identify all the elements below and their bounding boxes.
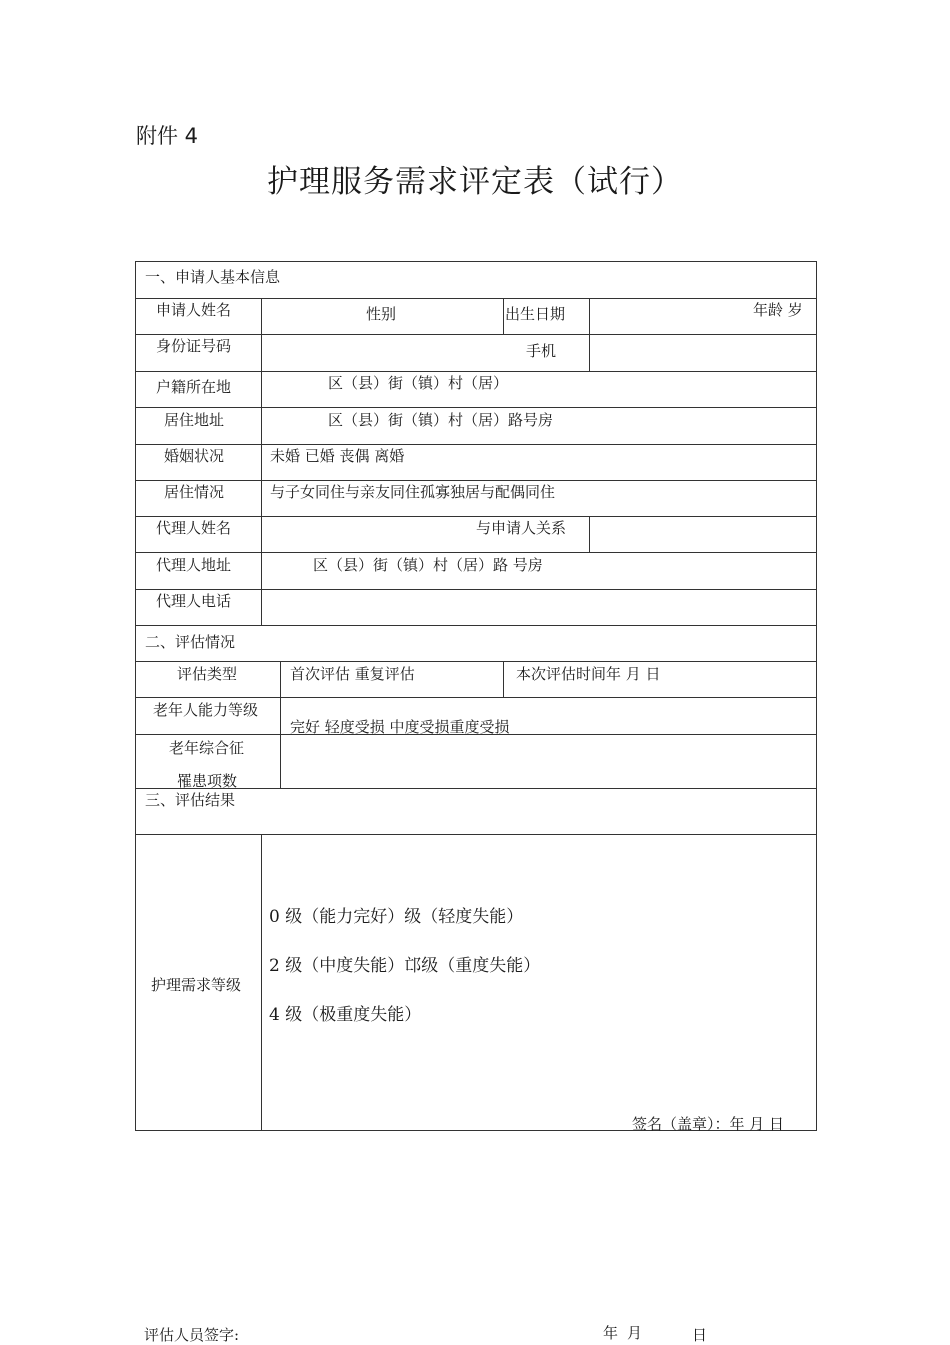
agent-address-label: 代理人地址 [156,556,232,574]
row-divider [136,697,816,698]
assessment-form-table [135,261,817,1131]
footer-day: 日 [692,1326,708,1344]
row-divider [136,298,816,299]
assessment-time-label: 本次评估时间年 月 日 [516,665,661,683]
footer-month: 月 [627,1324,643,1342]
residence-label: 居住地址 [164,411,225,429]
care-level-line-2: 2 级（中度失能）邙级（重度失能） [269,956,541,976]
ability-level-label: 老年人能力等级 [153,701,259,719]
page-title: 护理服务需求评定表（试行） [267,164,683,200]
row-divider [136,552,816,553]
section-1-title: 一、申请人基本信息 [145,268,281,286]
agent-name-label: 代理人姓名 [156,519,232,537]
column-divider [503,661,504,697]
living-situation-options: 与子女同住与亲友同住孤寡独居与配偶同住 [270,483,556,501]
household-value: 区（县）街（镇）村（居） [328,374,509,392]
household-label: 户籍所在地 [156,378,232,396]
name-label: 申请人姓名 [156,301,232,319]
column-divider [589,516,590,552]
attachment-label: 附件 4 [136,124,199,148]
row-divider [136,834,816,835]
section-2-title: 二、评估情况 [145,633,236,651]
column-divider [261,834,262,1131]
relation-label: 与申请人关系 [476,519,567,537]
assessor-signature-label: 评估人员签字: [144,1326,240,1344]
assessment-type-label: 评估类型 [177,665,238,683]
syndrome-label-line2: 罹患项数 [177,772,238,790]
row-divider [136,444,816,445]
residence-value: 区（县）街（镇）村（居）路号房 [328,411,554,429]
age-label: 年龄 岁 [753,301,803,319]
row-divider [136,589,816,590]
birth-date-label: 出生日期 [505,305,566,323]
footer-year: 年 [603,1324,619,1342]
syndrome-label-line1: 老年综合征 [169,739,245,757]
agent-phone-label: 代理人电话 [156,592,232,610]
signature-seal-line: 签名（盖章）：年 月 日 [632,1115,785,1133]
assessment-type-options: 首次评估 重复评估 [290,665,415,683]
gender-label: 性别 [366,305,397,323]
marital-status-label: 婚姻状况 [164,447,225,465]
ability-level-options: 完好 轻度受损 中度受损重度受损 [290,718,510,736]
column-divider [280,661,281,788]
row-divider [136,788,816,789]
row-divider [136,516,816,517]
care-level-line-1: 0 级（能力完好）级（轻度失能） [269,907,524,927]
column-divider [261,298,262,625]
id-number-label: 身份证号码 [156,337,232,355]
phone-label: 手机 [526,342,557,360]
row-divider [136,407,816,408]
row-divider [136,625,816,626]
care-level-label: 护理需求等级 [151,976,242,994]
care-level-line-3: 4 级（极重度失能） [269,1005,422,1025]
row-divider [261,334,816,335]
column-divider [503,298,504,334]
living-situation-label: 居住情况 [164,483,225,501]
marital-status-options: 未婚 已婚 丧偶 离婚 [270,447,405,465]
row-divider [136,371,816,372]
row-divider [136,334,261,335]
row-divider [136,480,816,481]
column-divider [589,298,590,371]
agent-address-value: 区（县）街（镇）村（居）路 号房 [313,556,543,574]
section-3-title: 三、评估结果 [145,791,236,809]
row-divider [136,661,816,662]
